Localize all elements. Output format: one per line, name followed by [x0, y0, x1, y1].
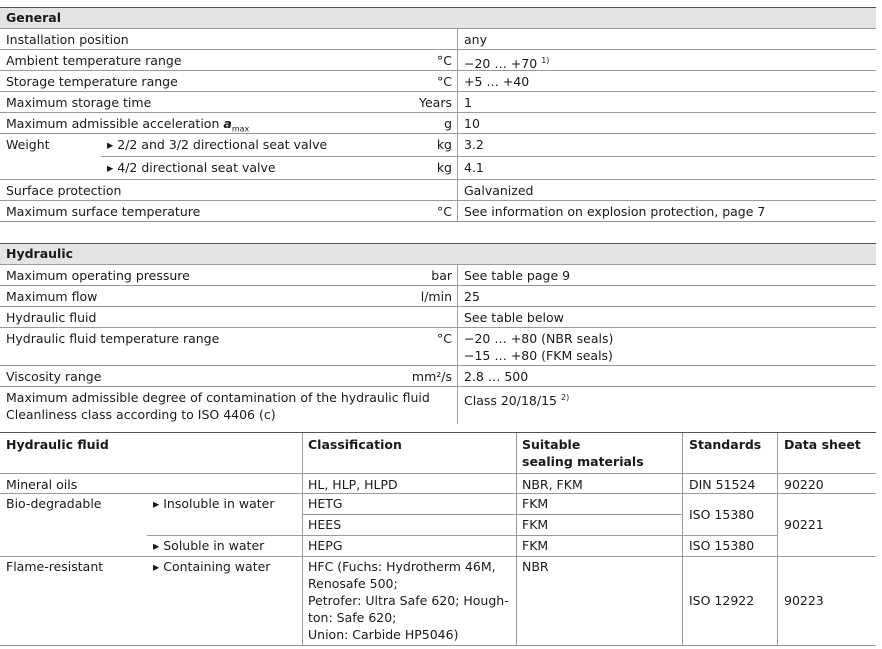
spec-value: 1 [464, 95, 472, 110]
fluid-standard: ISO 15380 [689, 538, 755, 553]
spec-value: any [464, 32, 487, 47]
spec-unit: kg [436, 137, 452, 152]
col-header-datasheet: Data sheet [784, 437, 861, 452]
spec-value: +5 … +40 [464, 74, 530, 89]
fluid-col-divider [777, 433, 778, 645]
fluid-classification-line: Union: Carbide HP5046) [308, 627, 459, 642]
row-divider [0, 556, 876, 557]
spec-row-operating-pressure [0, 264, 876, 285]
spec-value: 25 [464, 289, 480, 304]
fluid-col-divider [682, 433, 683, 645]
spec-row-weight [0, 133, 876, 157]
spec-value: −20 … +70 $^{1)}$ [464, 56, 550, 72]
spec-label: Maximum admissible acceleration $a_{max}$ [6, 116, 250, 134]
spec-label: Maximum storage time [6, 95, 152, 110]
spec-unit: Years [419, 95, 452, 110]
spec-unit: bar [431, 268, 452, 283]
col-header-standards: Standards [689, 437, 762, 452]
spec-row-weight-42 [0, 157, 876, 179]
fluid-table-header [0, 432, 876, 473]
spec-row-storage-time [0, 91, 876, 112]
fluid-classification: HEPG [308, 538, 343, 553]
fluid-classification-line: Renosafe 500; [308, 576, 398, 591]
fluid-classification: HL, HLP, HLPD [308, 477, 398, 492]
fluid-standard: ISO 12922 [689, 593, 755, 608]
spec-row-ambient-temperature [0, 49, 876, 70]
row-divider [0, 493, 876, 494]
fluid-sealing: FKM [522, 496, 549, 511]
row-divider [302, 514, 682, 515]
spec-label: Maximum surface temperature [6, 204, 201, 219]
spec-row-installation-position [0, 28, 876, 49]
footnote-ref: 2) [560, 393, 570, 402]
spec-value: See table page 9 [464, 268, 571, 283]
spec-row-maximum-flow [0, 285, 876, 306]
general-header-row [0, 7, 876, 28]
footnote-ref: 1) [541, 56, 550, 65]
hydraulic-column-divider [457, 264, 458, 424]
spec-value: Galvanized [464, 183, 534, 198]
fluid-datasheet: 90221 [784, 517, 824, 532]
spec-sublabel: ▸ 2/2 and 3/2 directional seat valve [107, 137, 328, 152]
fluid-sealing: FKM [522, 517, 549, 532]
spec-row-surface-temperature [0, 200, 876, 222]
fluid-sub-containing-water: ▸ Containing water [153, 559, 271, 574]
hydraulic-section-title: Hydraulic [6, 246, 74, 261]
fluid-name-flame: Flame-resistant [6, 559, 104, 574]
fluid-sub-insoluble: ▸ Insoluble in water [153, 496, 275, 511]
fluid-name-bio: Bio-degradable [6, 496, 102, 511]
spec-label: Maximum admissible degree of contamination of the hydraulic fluid [6, 390, 430, 405]
spec-value: −20 … +80 (NBR seals) [464, 331, 614, 346]
spec-row-fluid-temperature [0, 327, 876, 365]
col-header-sealing-1: Suitable [522, 437, 581, 452]
spec-row-contamination [0, 386, 876, 424]
general-section-title: General [6, 10, 61, 25]
table-bottom-border [0, 645, 876, 646]
spec-unit: l/min [420, 289, 452, 304]
spec-value: Class 20/18/15 $^{2)}$ [464, 393, 570, 409]
spec-label: Maximum operating pressure [6, 268, 190, 283]
spec-row-acceleration [0, 112, 876, 133]
fluid-classification: HETG [308, 496, 343, 511]
spec-row-hydraulic-fluid [0, 306, 876, 327]
fluid-col-divider [516, 433, 517, 645]
spec-value: 4.1 [464, 160, 484, 175]
col-header-sealing-2: sealing materials [522, 454, 644, 469]
fluid-standard-shared: ISO 15380 [689, 507, 755, 522]
spec-label: Weight [6, 137, 50, 152]
spec-label: Installation position [6, 32, 129, 47]
fluid-datasheet: 90220 [784, 477, 824, 492]
spec-label: Surface protection [6, 183, 122, 198]
spec-unit: mm²/s [411, 369, 452, 384]
spec-label: Hydraulic fluid temperature range [6, 331, 220, 346]
fluid-classification-line: ton: Safe 620; [308, 610, 397, 625]
spec-label: Hydraulic fluid [6, 310, 97, 325]
spec-row-viscosity [0, 365, 876, 386]
general-column-divider [457, 28, 458, 221]
fluid-sealing: NBR, FKM [522, 477, 583, 492]
fluid-col-divider [302, 433, 303, 645]
spec-unit: °C [437, 204, 452, 219]
spec-unit: °C [437, 331, 452, 346]
hydraulic-header-row [0, 243, 876, 264]
spec-sublabel: ▸ 4/2 directional seat valve [107, 160, 276, 175]
fluid-classification: HEES [308, 517, 342, 532]
fluid-classification-line: Petrofer: Ultra Safe 620; Hough- [308, 593, 509, 608]
spec-label-line-2: Cleanliness class according to ISO 4406 (c) [6, 407, 276, 422]
spec-unit: °C [437, 53, 452, 68]
spec-value: See table below [464, 310, 564, 325]
col-header-fluid: Hydraulic fluid [6, 437, 109, 452]
spec-value: 2.8 … 500 [464, 369, 529, 384]
fluid-name: Mineral oils [6, 477, 78, 492]
spec-label: Ambient temperature range [6, 53, 182, 68]
spec-value: 10 [464, 116, 480, 131]
spec-label: Storage temperature range [6, 74, 178, 89]
spec-unit: °C [437, 74, 452, 89]
fluid-classification-line: HFC (Fuchs: Hydrotherm 46M, [308, 559, 496, 574]
fluid-sealing: FKM [522, 538, 549, 553]
spec-unit: kg [436, 160, 452, 175]
spec-value: See information on explosion protection, page 7 [464, 204, 766, 219]
spec-label: Viscosity range [6, 369, 102, 384]
spec-label: Maximum flow [6, 289, 98, 304]
spec-row-storage-temperature [0, 70, 876, 91]
fluid-datasheet: 90223 [784, 593, 824, 608]
fluid-row-mineral [0, 473, 876, 494]
spec-value-line-2: −15 … +80 (FKM seals) [464, 348, 613, 363]
fluid-sealing: NBR [522, 559, 549, 574]
fluid-sub-soluble: ▸ Soluble in water [153, 538, 265, 553]
spec-row-surface-protection [0, 179, 876, 200]
fluid-standard: DIN 51524 [689, 477, 756, 492]
spec-unit: g [444, 116, 452, 131]
spec-value: 3.2 [464, 137, 484, 152]
col-header-classification: Classification [308, 437, 402, 452]
